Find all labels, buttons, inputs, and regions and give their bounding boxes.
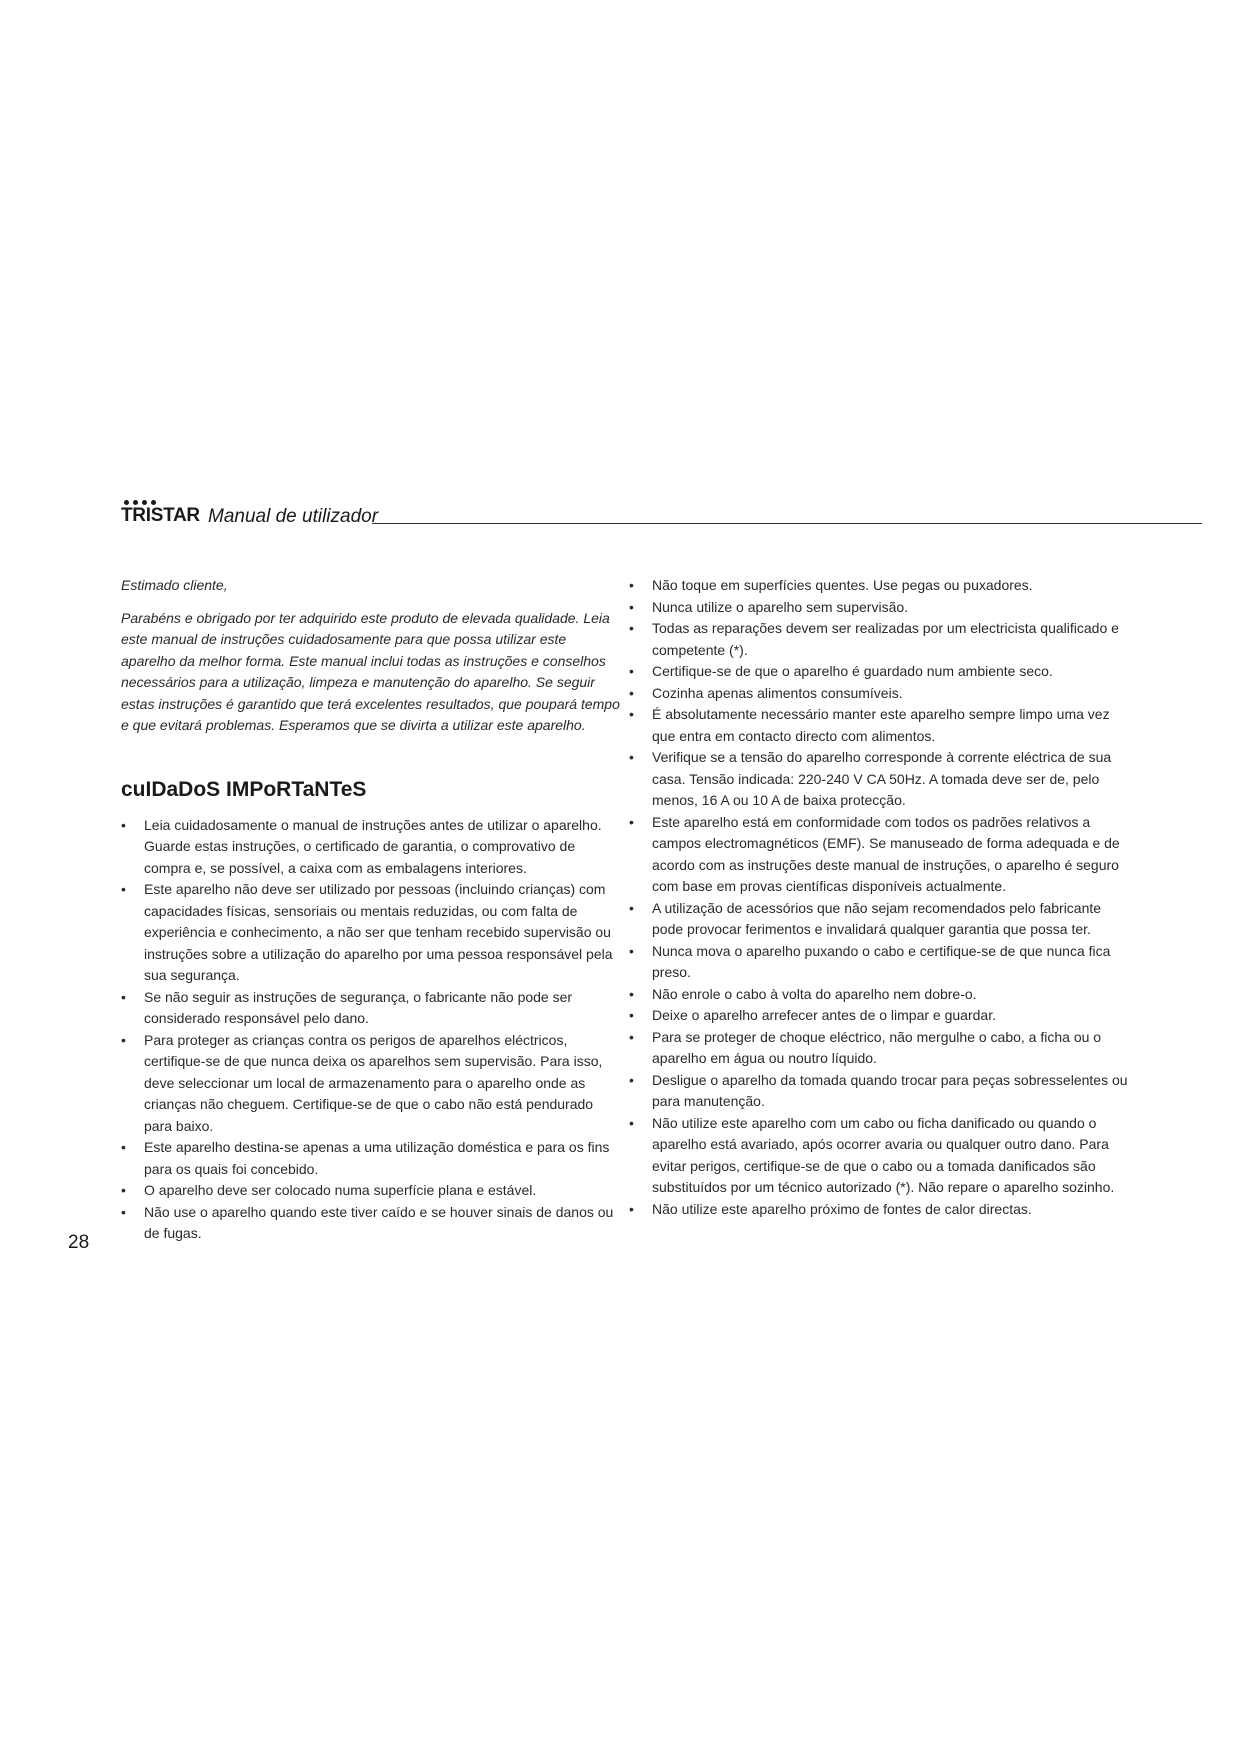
section-title: cuIDaDoS IMPoRTaNTeS <box>121 777 367 801</box>
list-item: • Todas as reparações devem ser realizadas por um electricista qualificado e competente (*). <box>629 618 1129 661</box>
list-item: • Certifique-se de que o aparelho é guardado num ambiente seco. <box>629 661 1129 683</box>
list-item: • Este aparelho não deve ser utilizado por pessoas (incluindo crianças) com capacidades físicas, sensoriais ou mentais reduzidas, ou com falta de experiência e conhecimento, a não ser que tenham recebido supervisão ou instruções sobre a utilização do aparelho por uma pessoa responsável pela sua segurança. <box>121 879 621 987</box>
header-divider <box>372 523 1202 524</box>
list-item: • Para se proteger de choque eléctrico, não mergulhe o cabo, a ficha ou o aparelho em água ou noutro líquido. <box>629 1027 1129 1070</box>
list-item: • Nunca mova o aparelho puxando o cabo e certifique-se de que nunca fica preso. <box>629 941 1129 984</box>
list-item: • Cozinha apenas alimentos consumíveis. <box>629 683 1129 705</box>
page-number: 28 <box>68 1232 90 1253</box>
list-item: • Deixe o aparelho arrefecer antes de o limpar e guardar. <box>629 1005 1129 1027</box>
right-column <box>629 575 1129 1220</box>
list-item: • Não use o aparelho quando este tiver caído e se houver sinais de danos ou de fugas. <box>121 1202 621 1245</box>
list-item: • Não utilize este aparelho próximo de fontes de calor directas. <box>629 1199 1129 1221</box>
list-item: • Para proteger as crianças contra os perigos de aparelhos eléctricos, certifique-se de que nunca deixa os aparelhos sem supervisão. Para isso, deve seleccionar um local de armazenamento para o aparelho onde as crianças não cheguem. Certifique-se de que o cabo não está pendurado para baixo. <box>121 1030 621 1138</box>
left-column <box>121 575 621 1245</box>
list-item: • Não utilize este aparelho com um cabo ou ficha danificado ou quando o aparelho está avariado, após ocorrer avaria ou qualquer outro dano. Para evitar perigos, certifique-se de que o cabo ou a tomada danificados são substituídos por um técnico autorizado (*). Não repare o aparelho sozinho. <box>629 1113 1129 1199</box>
list-item: • Não toque em superfícies quentes. Use pegas ou puxadores. <box>629 575 1129 597</box>
manual-title: Manual de utilizador <box>208 506 379 527</box>
list-item: • Verifique se a tensão do aparelho corresponde à corrente eléctrica de sua casa. Tensão indicada: 220-240 V CA 50Hz. A tomada deve ser de, pelo menos, 16 A ou 10 A de baixa protecção. <box>629 747 1129 812</box>
list-item: • Este aparelho está em conformidade com todos os padrões relativos a campos electromagnéticos (EMF). Se manuseado de forma adequada e de acordo com as instruções deste manual de instruções, o aparelho é seguro com base em provas científicas disponíveis actualmente. <box>629 812 1129 898</box>
list-item: • Se não seguir as instruções de segurança, o fabricante não pode ser considerado responsável pelo dano. <box>121 987 621 1030</box>
right-bullet-list <box>629 575 1129 1220</box>
list-item: • Desligue o aparelho da tomada quando trocar para peças sobresselentes ou para manutenção. <box>629 1070 1129 1113</box>
list-item: • Não enrole o cabo à volta do aparelho nem dobre-o. <box>629 984 1129 1006</box>
list-item: • A utilização de acessórios que não sejam recomendados pelo fabricante pode provocar ferimentos e invalidará qualquer garantia que possa ter. <box>629 898 1129 941</box>
logo-text: TRISTAR <box>121 505 200 526</box>
intro-paragraph: Parabéns e obrigado por ter adquirido este produto de elevada qualidade. Leia este manual de instruções cuidadosamente para que possa utilizar este aparelho da melhor forma. Este manual inclui todas as instruções e conselhos necessários para a utilização, limpeza e manutenção do aparelho. Se seguir estas instruções é garantido que terá excelentes resultados, que poupará tempo e que evitará problemas. Esperamos que se divirta a utilizar este aparelho. <box>121 609 620 733</box>
list-item: • Este aparelho destina-se apenas a uma utilização doméstica e para os fins para os quais foi concebido. <box>121 1137 621 1180</box>
list-item: • O aparelho deve ser colocado numa superfície plana e estável. <box>121 1180 621 1202</box>
left-bullet-list <box>121 815 621 1245</box>
page-header <box>121 500 1202 530</box>
list-item: • É absolutamente necessário manter este aparelho sempre limpo uma vez que entra em contacto directo com alimentos. <box>629 704 1129 747</box>
list-item: • Leia cuidadosamente o manual de instruções antes de utilizar o aparelho. Guarde estas instruções, o certificado de garantia, o comprovativo de compra e, se possível, a caixa com as embalagens interiores. <box>121 815 621 880</box>
tristar-logo <box>121 500 205 530</box>
list-item: • Nunca utilize o aparelho sem supervisão. <box>629 597 1129 619</box>
greeting: Estimado cliente, <box>121 577 228 593</box>
